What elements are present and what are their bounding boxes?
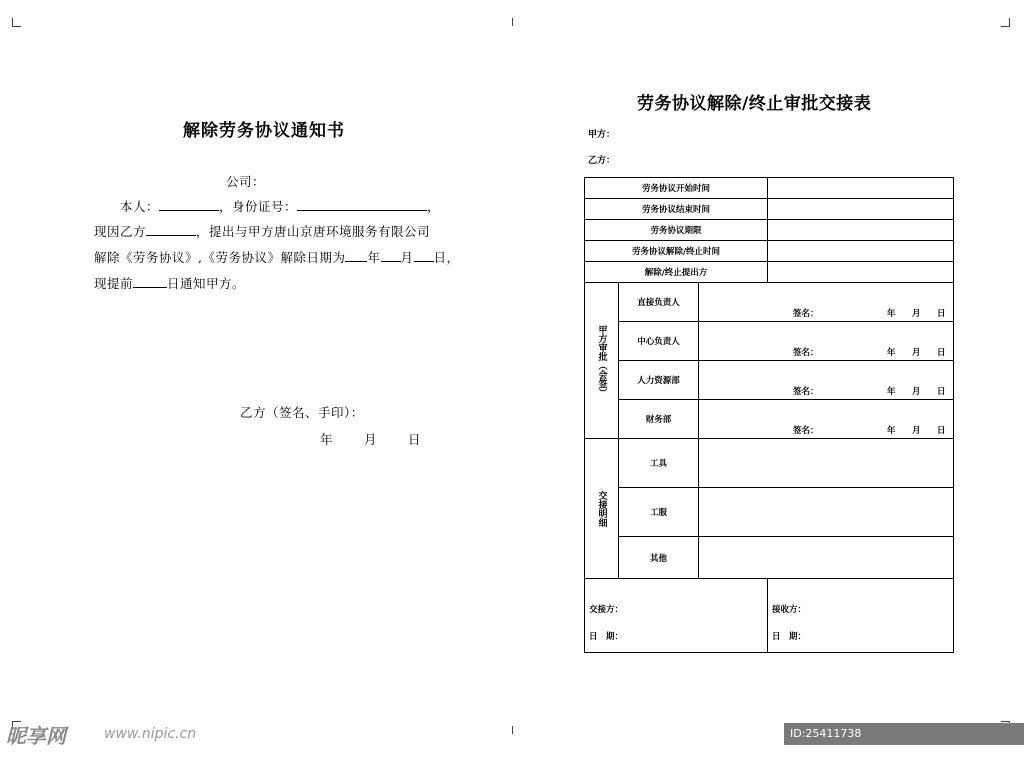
- crop-mark-bottom-middle: [512, 726, 513, 734]
- handover-by-cell[interactable]: [585, 579, 768, 653]
- handover-other: 其他: [619, 537, 699, 579]
- table-row: [585, 283, 954, 322]
- year-label: 年: [887, 426, 896, 436]
- day-label: 日: [937, 426, 946, 436]
- watermark-url: www.nipic.cn: [104, 726, 197, 742]
- handover-by-label: 交接方：: [589, 605, 624, 615]
- table-row: [585, 262, 954, 283]
- received-by-label: 接收方：: [772, 605, 807, 615]
- reason-blank: [146, 223, 196, 236]
- notice-title: 解除劳务协议通知书: [183, 121, 345, 141]
- name-label: 本人：: [120, 199, 160, 214]
- table-row: [585, 400, 954, 439]
- table-row: [585, 579, 954, 653]
- handover-tools: 工具: [619, 439, 699, 488]
- table-row: [585, 537, 954, 579]
- handover-uniform-cell[interactable]: [699, 488, 954, 537]
- party-a-label: 甲方：: [588, 130, 616, 140]
- month-label: 月: [912, 348, 921, 358]
- approval-form-title: 劳务协议解除/终止审批交接表: [637, 94, 872, 114]
- row-label-start-time: 劳务协议开始时间: [585, 178, 768, 199]
- day-label: 日: [937, 348, 946, 358]
- notice-line-1: [120, 197, 440, 215]
- day-label: 日: [937, 309, 946, 319]
- notice-line-2: [94, 222, 430, 240]
- handover-other-cell[interactable]: [699, 537, 954, 579]
- crop-mark-top-right: [1001, 18, 1010, 27]
- termination-time-cell[interactable]: [768, 241, 954, 262]
- approval-hr: 人力资源部: [619, 361, 699, 400]
- year-label: 年: [887, 309, 896, 319]
- approval-signature-cell[interactable]: [699, 322, 954, 361]
- signature-date: [320, 430, 421, 448]
- row-label-term: 劳务协议期限: [585, 220, 768, 241]
- handover-tools-cell[interactable]: [699, 439, 954, 488]
- table-row: [585, 322, 954, 361]
- signature-label: 乙方（签名、手印）：: [240, 405, 364, 420]
- month-label: 月: [912, 309, 921, 319]
- id-number-label: ，身份证号：: [219, 199, 298, 214]
- day-label: 日: [937, 387, 946, 397]
- table-row: [585, 439, 954, 488]
- row-label-end-time: 劳务协议结束时间: [585, 199, 768, 220]
- initiator-cell[interactable]: [768, 262, 954, 283]
- notice-line-3: [94, 248, 460, 266]
- year-blank: [345, 249, 367, 262]
- handover-group-label: 交接明细: [585, 439, 619, 579]
- term-cell[interactable]: [768, 220, 954, 241]
- table-row: [585, 178, 954, 199]
- month-blank: [381, 249, 401, 262]
- advance-label: 现提前: [94, 276, 134, 291]
- end-time-cell[interactable]: [768, 199, 954, 220]
- reason-label: 现因乙方: [94, 224, 147, 239]
- sign-label: 签名：: [793, 309, 819, 319]
- sign-label: 签名：: [793, 387, 819, 397]
- table-row: [585, 241, 954, 262]
- approval-signature-cell[interactable]: [699, 400, 954, 439]
- table-row: [585, 488, 954, 537]
- company-text: ，提出与甲方唐山京唐环境服务有限公司: [196, 224, 431, 239]
- party-b-label: 乙方：: [588, 156, 616, 166]
- received-date-label: 日 期：: [772, 632, 807, 642]
- approval-group-label: 甲方审批（会签）: [585, 283, 619, 439]
- month-label: 月: [912, 426, 921, 436]
- notify-text: 日通知甲方。: [167, 276, 246, 291]
- crop-mark-top-middle: [512, 18, 513, 26]
- crop-mark-top-left: [12, 18, 21, 27]
- year-label: 年: [367, 250, 381, 265]
- year-label: 年: [887, 387, 896, 397]
- handover-uniform: 工服: [619, 488, 699, 537]
- approval-finance: 财务部: [619, 400, 699, 439]
- month-label: 月: [912, 387, 921, 397]
- day-blank: [414, 249, 434, 262]
- table-row: [585, 220, 954, 241]
- name-blank: [159, 198, 219, 211]
- approval-handover-table: [584, 177, 954, 653]
- year-label: 年: [887, 348, 896, 358]
- id-number-blank: [297, 198, 427, 211]
- advance-days-blank: [133, 275, 167, 288]
- handover-date-label: 日 期：: [589, 632, 624, 642]
- sign-label: 签名：: [793, 348, 819, 358]
- table-row: [585, 199, 954, 220]
- company-line: 公司：: [226, 174, 266, 189]
- table-row: [585, 361, 954, 400]
- termination-date-label: 解除《劳务协议》,《劳务协议》解除日期为: [94, 250, 346, 265]
- watermark-site-name: 昵享网: [6, 724, 66, 748]
- approval-direct-supervisor: 直接负责人: [619, 283, 699, 322]
- approval-center-head: 中心负责人: [619, 322, 699, 361]
- row-label-termination-time: 劳务协议解除/终止时间: [585, 241, 768, 262]
- received-by-cell[interactable]: [768, 579, 954, 653]
- approval-signature-cell[interactable]: [699, 283, 954, 322]
- sig-month-label: 月: [363, 432, 377, 447]
- sig-day-label: 日: [407, 432, 421, 447]
- month-label: 月: [400, 250, 414, 265]
- day-label: 日，: [433, 250, 460, 265]
- start-time-cell[interactable]: [768, 178, 954, 199]
- sig-year-label: 年: [320, 432, 334, 447]
- line1-comma: ，: [427, 199, 441, 214]
- watermark-id: ID:25411738 NO:20210302131304876540: [784, 723, 1024, 745]
- row-label-initiator: 解除/终止提出方: [585, 262, 768, 283]
- sign-label: 签名：: [793, 426, 819, 436]
- approval-signature-cell[interactable]: [699, 361, 954, 400]
- notice-line-4: [94, 274, 245, 292]
